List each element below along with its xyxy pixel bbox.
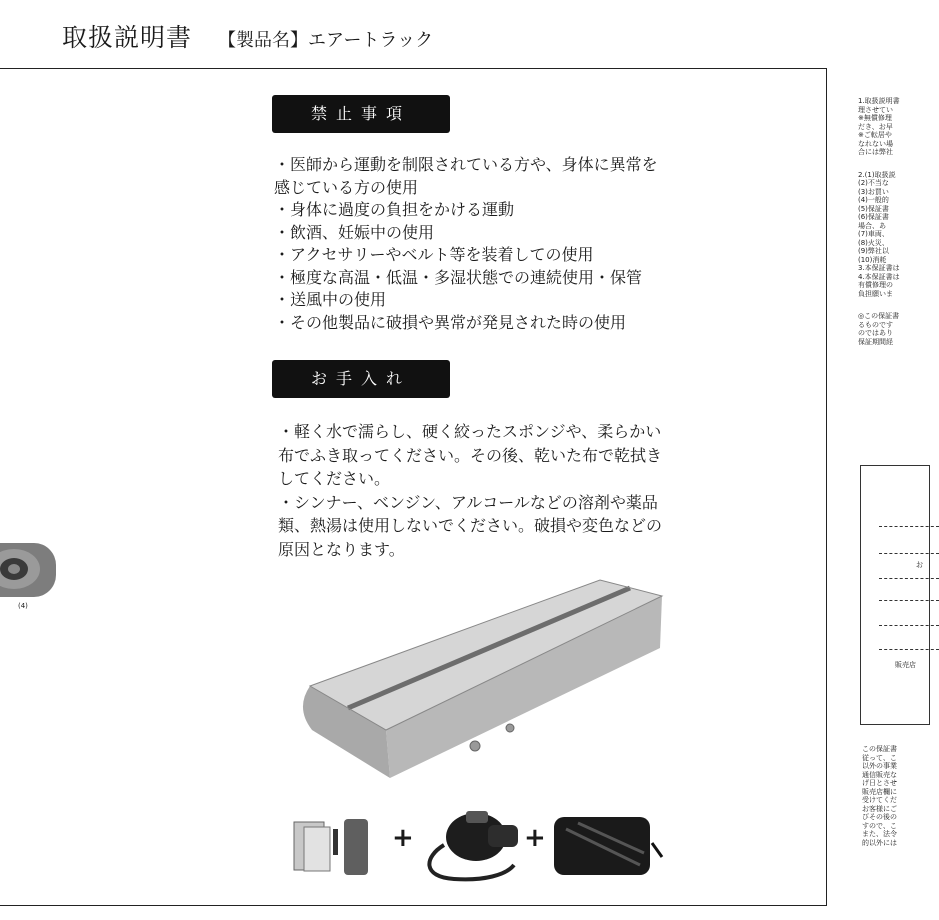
warranty-line: ※ご転居や <box>858 131 892 139</box>
warranty-note-line: 販売店欄に <box>862 787 897 796</box>
warranty-line: 1.取扱説明書 <box>858 97 900 105</box>
repair-kit-icon <box>292 817 387 877</box>
warranty-note-line: 通信販売な <box>862 770 897 779</box>
prohibited-item: ・送風中の使用 <box>274 290 387 309</box>
warranty-line: ◎この保証書 <box>858 312 900 320</box>
form-field-line <box>879 526 939 527</box>
prohibited-item: ・その他製品に破損や異常が発見された時の使用 <box>274 312 627 332</box>
warranty-terms <box>858 97 920 346</box>
form-field-line <box>879 600 939 601</box>
warranty-line: (5)保証書 <box>858 204 889 213</box>
warranty-line: (6)保証書 <box>858 213 889 221</box>
warranty-line: 2.(1)取扱説 <box>858 170 896 179</box>
warranty-line: (7)車両、 <box>858 230 889 238</box>
care-text <box>278 420 734 561</box>
care-line: ・シンナー、ベンジン、アルコールなどの溶剤や薬品 <box>278 492 658 512</box>
warranty-line: 合には弊社 <box>858 148 893 156</box>
warranty-line: 保証期間経 <box>858 337 893 346</box>
warranty-note-line: この保証書 <box>862 745 897 753</box>
warranty-note-line: お客様にご <box>862 804 897 813</box>
warranty-note-line: びその後の <box>862 813 897 821</box>
prohibited-heading: 禁止事項 <box>272 95 450 133</box>
form-label: お <box>916 561 923 569</box>
care-heading: お手入れ <box>272 360 450 398</box>
warranty-line: 理させてい <box>858 105 893 114</box>
warranty-line: 4.本保証書は <box>858 272 900 281</box>
warranty-spacer <box>858 298 920 312</box>
prohibited-item: ・飲酒、妊娠中の使用 <box>274 222 435 242</box>
warranty-line: (3)お買い <box>858 187 889 196</box>
form-field-line <box>879 578 939 579</box>
electric-pump-icon <box>414 805 524 885</box>
form-field-line <box>879 553 939 554</box>
warranty-note-line: 受けてくだ <box>862 796 897 804</box>
plus-sign: + <box>392 823 414 853</box>
warranty-line: (9)弊社以 <box>858 247 889 255</box>
prohibited-item: ・医師から運動を制限されている方や、身体に異常を <box>274 155 658 174</box>
warranty-line: なれない場 <box>858 139 893 148</box>
warranty-line: 3.本保証書は <box>858 264 900 272</box>
warranty-line: だき、お早 <box>858 122 893 131</box>
prohibited-item: ・極度な高温・低温・多湿状態での連続使用・保管 <box>274 267 643 287</box>
warranty-line: ※無償修理 <box>858 114 892 122</box>
form-field-line <box>879 649 939 650</box>
care-line: 類、熱湯は使用しないでください。破損や変色などの <box>278 516 663 535</box>
warranty-note-line: 以外の事業 <box>862 762 897 770</box>
valve-photo <box>0 541 60 599</box>
warranty-line: (8)火災、 <box>858 238 889 247</box>
prohibited-list <box>274 154 734 334</box>
warranty-line: のではあり <box>858 329 893 337</box>
warranty-note-line: また、法令 <box>862 830 897 838</box>
header <box>62 18 433 58</box>
care-line: ・軽く水で濡らし、硬く絞ったスポンジや、柔らかい <box>278 422 662 441</box>
warranty-notes <box>862 745 920 847</box>
form-field-line <box>879 625 939 626</box>
prohibited-item: ・アクセサリーやベルト等を装着しての使用 <box>274 245 594 264</box>
care-line: 原因となります。 <box>278 539 405 559</box>
included-accessories <box>292 805 667 885</box>
prohibited-item: ・身体に過度の負担をかける運動 <box>274 200 515 219</box>
warranty-note-line: 的以外には <box>862 838 897 847</box>
warranty-card <box>860 465 930 725</box>
care-line: してください。 <box>278 469 391 488</box>
warranty-line: (2)不当な <box>858 179 889 187</box>
warranty-line: (4)一般的 <box>858 196 889 204</box>
air-track-photo <box>290 578 670 798</box>
plus-sign: + <box>524 823 546 853</box>
product-name: 【製品名】エアートラック <box>218 30 434 51</box>
warranty-note-line: げ日とさせ <box>862 779 897 787</box>
warranty-line: るものです <box>858 320 893 329</box>
warranty-note-line: 従って、こ <box>862 753 897 762</box>
form-label: 販売店 <box>895 661 916 669</box>
carry-bag-icon <box>548 809 666 881</box>
prohibited-item: 感じている方の使用 <box>274 177 419 197</box>
warranty-spacer <box>858 157 920 171</box>
warranty-line: 場合、あ <box>858 221 886 230</box>
warranty-line: (10)消耗 <box>858 255 887 264</box>
figure-caption: (4) <box>18 602 28 610</box>
warranty-line: 負担願いま <box>858 289 893 298</box>
care-line: 布でふき取ってください。その後、乾いた布で乾拭き <box>278 445 663 465</box>
warranty-line: 有償修理の <box>858 281 893 289</box>
document-title: 取扱説明書 <box>62 23 193 52</box>
warranty-note-line: すので、こ <box>862 821 897 830</box>
